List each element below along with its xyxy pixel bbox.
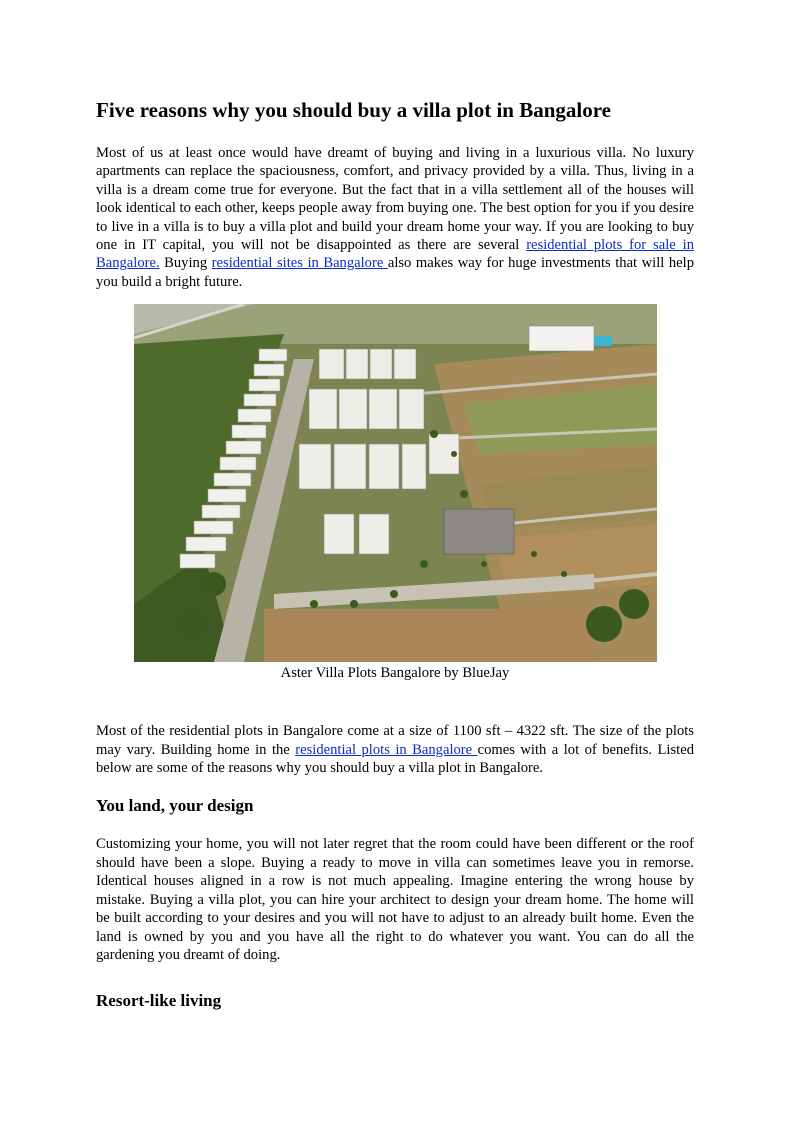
intro-text-2: Buying (159, 255, 212, 272)
para2-text-1: Most of the residential plots in Bangalore come at a size of 1100 sft – 4322 sft. The size of the plots may vary. Building home in the (96, 723, 694, 758)
para2-text-2: comes with a lot of benefits. Listed below are some of the reasons why you should buy a villa plot in Bangalore. (96, 741, 694, 777)
link-residential-plots-for-sale[interactable]: residential plots for sale in Bangalore. (96, 237, 694, 272)
link-residential-plots[interactable]: residential plots in Bangalore (295, 741, 478, 758)
section-heading-your-design: You land, your design (96, 796, 254, 816)
intro-text-3: also makes way for huge investments that will help you build a bright future. (96, 255, 694, 290)
aerial-villa-plots-photo (134, 304, 657, 662)
your-design-paragraph: Customizing your home, you will not later regret that the room could have been different or the roof should have been a slope. Buying a ready to move in villa can sometimes leave you in remorse. Identical houses aligned in a row is not much appealing. Imagine entering the wrong house by mistake. Buying a villa plot, you can hire your architect to design your dream home. The home will be built according to your desires and you will not have to adjust to an already built home. Even the land is owned by you and you have all the right to do whatever you want. You can do all the gardening you dreamt of doing. (96, 836, 694, 963)
intro-text-1: Most of us at least once would have dreamt of buying and living in a luxurious villa. No luxury apartments can replace the spaciousness, comfort, and privacy provided by a villa. Thus, living in a villa is a dream come true for everyone. But the fact that in a villa settlement all of the houses will look identical to each other, keeps people away from buying one. The best option for you if you desire to live in a villa is to buy a villa plot and build your dream home your way. If you are looking to buy one in IT capital, you will not be disappointed as there are several (96, 145, 694, 254)
plot-size-paragraph (96, 722, 694, 777)
link-residential-sites[interactable]: residential sites in Bangalore (211, 255, 388, 272)
section-heading-resort-living: Resort-like living (96, 991, 222, 1011)
document-page (96, 96, 694, 1012)
image-caption: Aster Villa Plots Bangalore by BlueJay (280, 665, 510, 682)
figure (96, 304, 694, 682)
article-title: Five reasons why you should buy a villa plot in Bangalore (96, 98, 612, 122)
intro-paragraph (96, 144, 694, 291)
